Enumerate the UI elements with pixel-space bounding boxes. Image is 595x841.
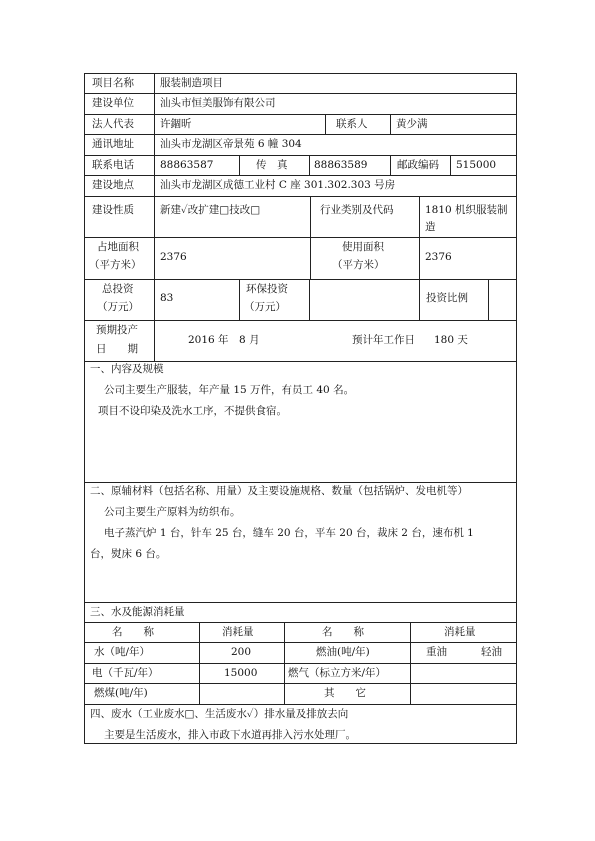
project-name-label: 项目名称 bbox=[92, 77, 134, 89]
col-line bbox=[284, 622, 285, 704]
invest-label-line2: （万元） bbox=[97, 301, 139, 313]
col-line bbox=[239, 155, 240, 176]
unit-value: 汕头市恒美服饰有限公司 bbox=[160, 97, 276, 109]
col-line bbox=[154, 73, 155, 361]
col-line bbox=[450, 155, 451, 176]
row-line bbox=[84, 602, 517, 603]
section1-title: 一、内容及规模 bbox=[90, 363, 164, 375]
prod-date-value: 2016 年 8 月 bbox=[188, 334, 260, 346]
unit-label: 建设单位 bbox=[92, 97, 134, 109]
energy-header-name2: 名 称 bbox=[322, 626, 364, 638]
heavy-oil-label: 重油 bbox=[426, 646, 447, 658]
invest-value: 83 bbox=[160, 292, 174, 304]
industry-value-line2: 造 bbox=[425, 221, 436, 233]
section1-paragraph1: 公司主要生产服装，年产量 15 万件，有员工 40 名。 bbox=[104, 384, 355, 396]
phone-label: 联系电话 bbox=[92, 159, 134, 171]
col-line bbox=[199, 622, 200, 704]
row-line bbox=[84, 622, 517, 623]
legal-label: 法人代表 bbox=[92, 118, 134, 130]
col-line bbox=[410, 622, 411, 704]
border-left bbox=[84, 73, 85, 744]
power-label: 电（千瓦/年） bbox=[92, 667, 159, 679]
use-value: 2376 bbox=[425, 251, 452, 263]
row-line bbox=[84, 93, 517, 94]
fax-value: 88863589 bbox=[314, 159, 368, 171]
border-right bbox=[516, 73, 517, 744]
row-line bbox=[84, 175, 517, 176]
address-label: 通讯地址 bbox=[92, 138, 134, 150]
power-value: 15000 bbox=[224, 667, 258, 679]
row-line bbox=[84, 663, 517, 664]
col-line bbox=[488, 279, 489, 320]
section2-title: 二、原辅材料（包括名称、用量）及主要设施规格、数量（包括锅炉、发电机等） bbox=[90, 485, 468, 497]
env-label-line1: 环保投资 bbox=[246, 283, 288, 295]
section2-paragraph1: 公司主要生产原料为纺织布。 bbox=[104, 506, 241, 518]
section-content-scale bbox=[90, 359, 510, 422]
use-label-line1: 使用面积 bbox=[342, 241, 384, 253]
fuel-label: 燃油(吨/年) bbox=[316, 646, 370, 658]
row-line bbox=[84, 155, 517, 156]
invest-label-line1: 总投资 bbox=[102, 283, 134, 295]
col-line bbox=[325, 114, 326, 135]
row-line bbox=[84, 134, 517, 135]
col-line bbox=[419, 279, 420, 320]
use-label-line2: （平方米） bbox=[332, 259, 385, 271]
section-wastewater bbox=[90, 704, 514, 746]
ratio-label: 投资比例 bbox=[426, 292, 468, 304]
row-line bbox=[84, 642, 517, 643]
nature-label: 建设性质 bbox=[92, 204, 134, 216]
col-line bbox=[419, 196, 420, 237]
col-line bbox=[309, 155, 310, 176]
legal-value: 许錮昕 bbox=[160, 118, 192, 130]
section1-paragraph2: 项目不设印染及洗水工序，不提供食宿。 bbox=[98, 405, 287, 417]
form-table bbox=[84, 73, 517, 744]
workdays-value: 180 天 bbox=[434, 334, 468, 346]
col-line bbox=[310, 196, 311, 237]
water-label: 水（吨/年） bbox=[94, 646, 151, 658]
row-line bbox=[84, 279, 517, 280]
light-oil-label: 轻油 bbox=[481, 646, 502, 658]
site-value: 汕头市龙湖区成德工业村 C 座 301.302.303 号房 bbox=[160, 179, 396, 191]
other-label: 其 它 bbox=[324, 687, 366, 699]
section4-title: 四、废水（工业废水□、生活废水✓）排水量及排放去向 bbox=[90, 708, 349, 720]
section3-title: 三、水及能源消耗量 bbox=[90, 606, 185, 618]
land-value: 2376 bbox=[160, 251, 187, 263]
col-line bbox=[239, 279, 240, 320]
project-name-value: 服装制造项目 bbox=[160, 77, 223, 89]
industry-label: 行业类别及代码 bbox=[320, 204, 394, 216]
border-top bbox=[84, 73, 517, 74]
workdays-label: 预计年工作日 bbox=[352, 334, 415, 346]
land-label-line2: （平方米） bbox=[89, 259, 142, 271]
fax-label: 传 真 bbox=[256, 159, 288, 171]
phone-value: 88863587 bbox=[160, 159, 214, 171]
energy-header-name: 名 称 bbox=[112, 626, 154, 638]
land-label-line1: 占地面积 bbox=[97, 241, 139, 253]
section-materials bbox=[90, 481, 514, 565]
row-line bbox=[84, 320, 517, 321]
address-value: 汕头市龙湖区帝景苑 6 幢 304 bbox=[160, 138, 302, 150]
energy-header-amount2: 消耗量 bbox=[444, 626, 476, 638]
section2-paragraph2-line2: 台，熨床 6 台。 bbox=[90, 548, 167, 560]
coal-label: 燃煤(吨/年) bbox=[94, 687, 148, 699]
industry-value-line1: 1810 机织服装制 bbox=[425, 204, 508, 216]
nature-value: 新建✓改扩建□技改□ bbox=[160, 204, 261, 216]
row-line bbox=[84, 237, 517, 238]
col-line bbox=[309, 279, 310, 320]
energy-header-amount: 消耗量 bbox=[222, 626, 254, 638]
section2-paragraph2-line1: 电子蒸汽炉 1 台，针车 25 台，缝车 20 台，平车 20 台，裁床 2 台，速布机 1 bbox=[104, 527, 474, 539]
col-line bbox=[310, 237, 311, 279]
water-value: 200 bbox=[231, 646, 252, 658]
env-label-line2: （万元） bbox=[244, 301, 286, 313]
col-line bbox=[419, 237, 420, 279]
section4-paragraph1: 主要是生活废水，排入市政下水道再排入污水处理厂。 bbox=[104, 729, 356, 741]
row-line bbox=[84, 683, 517, 684]
contact-label: 联系人 bbox=[336, 118, 368, 130]
prod-label-line2: 日 期 bbox=[96, 343, 138, 355]
col-line bbox=[390, 155, 391, 176]
site-label: 建设地点 bbox=[92, 179, 134, 191]
postcode-value: 515000 bbox=[456, 159, 497, 171]
prod-label-line1: 预期投产 bbox=[96, 324, 138, 336]
row-line bbox=[84, 196, 517, 197]
row-line bbox=[84, 114, 517, 115]
col-line bbox=[390, 114, 391, 135]
postcode-label: 邮政编码 bbox=[397, 159, 439, 171]
gas-label: 燃气（标立方米/年） bbox=[288, 667, 387, 679]
contact-value: 黄少满 bbox=[396, 118, 428, 130]
